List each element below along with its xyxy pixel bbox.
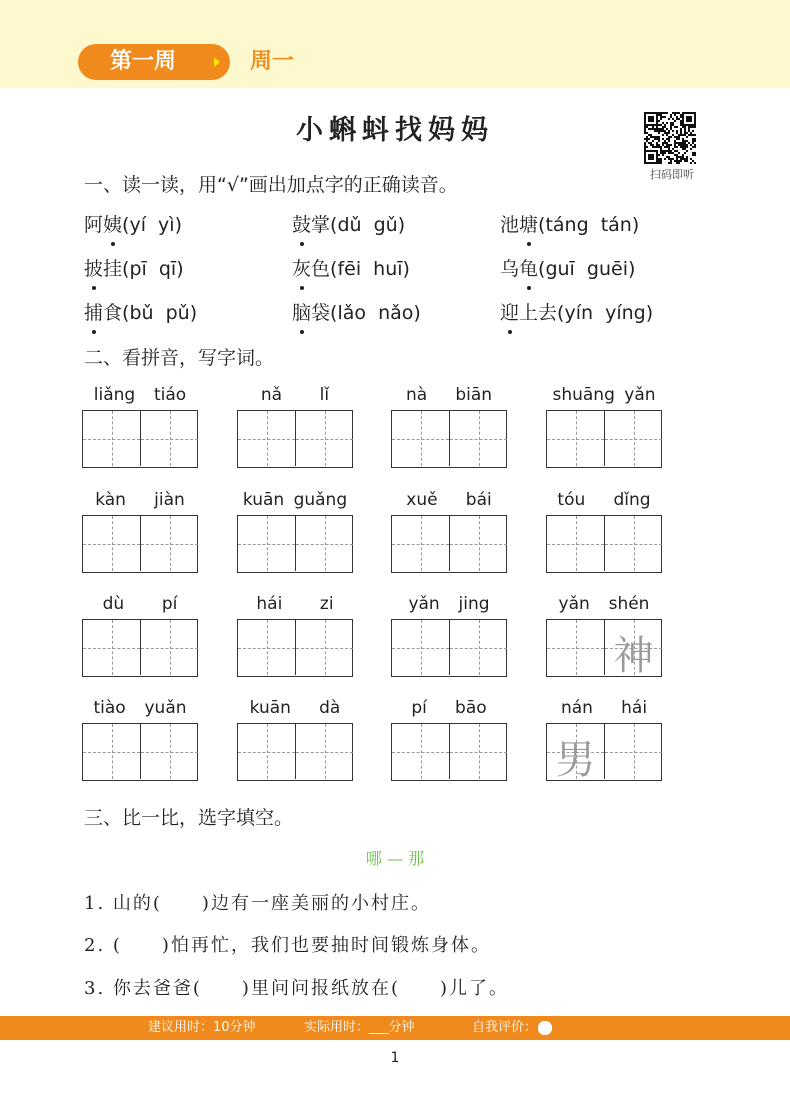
writing-cell[interactable] [238, 620, 295, 675]
word-pinyin: tóu dǐng [557, 490, 651, 510]
character: 食 [103, 302, 123, 324]
writing-box[interactable] [82, 723, 198, 781]
writing-cell[interactable] [604, 620, 662, 679]
guide-line [634, 516, 635, 571]
guide-line [479, 516, 480, 571]
character: 色 [311, 258, 331, 280]
guide-line [170, 724, 171, 779]
guide-line [421, 620, 422, 675]
writing-cell[interactable] [140, 411, 198, 466]
character: 姨 [103, 210, 122, 237]
writing-box[interactable] [82, 619, 198, 677]
guide-line [576, 411, 577, 466]
writing-cell[interactable] [295, 516, 353, 571]
character: 脑 [292, 298, 311, 325]
character: 挂 [103, 258, 123, 280]
pinyin-options[interactable]: (yí yì) [122, 214, 182, 236]
pinyin-options[interactable]: (yín yíng) [557, 302, 654, 324]
guide-line [112, 724, 113, 779]
sentence-2: 2. ( )怕再忙，我们也要抽时间锻炼身体。 [84, 935, 491, 956]
section2-heading: 二、看拼音，写字词。 [84, 347, 275, 369]
reading-item [84, 298, 197, 325]
writing-cell[interactable] [449, 516, 507, 571]
character: 灰 [292, 254, 311, 281]
guide-line [576, 620, 577, 675]
writing-box[interactable] [82, 410, 198, 468]
writing-cell[interactable] [547, 516, 604, 571]
writing-cell[interactable] [392, 516, 449, 571]
section1-heading: 一、读一读，用“√”画出加点字的正确读音。 [84, 174, 458, 196]
character: 捕 [84, 298, 103, 325]
writing-box[interactable] [546, 619, 662, 677]
character: 上 [519, 302, 539, 324]
guide-line [267, 516, 268, 571]
guide-line [421, 724, 422, 779]
week-badge [78, 44, 230, 80]
guide-line [325, 620, 326, 675]
guide-line [479, 620, 480, 675]
word-pinyin: pí bāo [411, 698, 487, 718]
guide-line [112, 620, 113, 675]
sentence-3: 3. 你去爸爸( )里问问报纸放在( )儿了。 [84, 978, 509, 999]
word-pinyin: xuě bái [406, 490, 492, 510]
word-pinyin: liǎng tiáo [93, 385, 187, 405]
writing-cell[interactable] [140, 620, 198, 675]
writing-cell[interactable] [392, 724, 449, 779]
writing-cell[interactable] [604, 516, 662, 571]
word-pinyin: hái zi [256, 594, 334, 614]
pinyin-options[interactable]: (lǎo nǎo) [330, 302, 421, 324]
pinyin-options[interactable]: (guī guēi) [538, 258, 636, 280]
word-pinyin: nǎ lǐ [260, 385, 330, 405]
footer-bar [0, 1016, 790, 1040]
reading-item [84, 210, 182, 237]
pinyin-options[interactable]: (bǔ pǔ) [122, 302, 198, 324]
writing-cell[interactable] [449, 620, 507, 675]
section3-heading: 三、比一比，选字填空。 [84, 807, 294, 829]
word-pinyin: shuāng yǎn [552, 385, 656, 405]
word-pinyin: kuān dà [249, 698, 341, 718]
writing-box[interactable] [237, 619, 353, 677]
word-pinyin: dù pí [102, 594, 178, 614]
pinyin-options[interactable]: (dǔ gǔ) [330, 214, 406, 236]
guide-line [634, 411, 635, 466]
reading-item [500, 254, 635, 281]
writing-cell[interactable] [83, 516, 140, 571]
guide-line [325, 411, 326, 466]
character: 鼓 [292, 210, 311, 237]
writing-cell[interactable] [238, 516, 295, 571]
word-pinyin: yǎn jing [408, 594, 490, 614]
guide-line [421, 411, 422, 466]
reading-item [292, 298, 421, 325]
character: 池 [500, 214, 520, 236]
writing-box[interactable] [237, 410, 353, 468]
writing-cell[interactable] [547, 620, 604, 675]
word-pinyin: nán hái [560, 698, 648, 718]
hint-character: 神 [613, 633, 654, 679]
actual-time: 实际用时：___分钟 [304, 1020, 415, 1035]
guide-line [634, 724, 635, 779]
writing-box[interactable] [237, 515, 353, 573]
week-label: 第一周 [110, 49, 177, 74]
pinyin-options[interactable]: (pī qī) [122, 258, 184, 280]
guide-line [170, 516, 171, 571]
reading-item [500, 210, 639, 237]
arrow-right-icon [214, 57, 220, 67]
writing-cell[interactable] [449, 411, 507, 466]
character: 去 [538, 302, 558, 324]
page-title: 小蝌蚪找妈妈 [296, 115, 494, 146]
guide-line [267, 411, 268, 466]
reading-item [292, 210, 405, 237]
writing-box[interactable] [391, 515, 507, 573]
writing-cell[interactable] [140, 724, 198, 779]
writing-cell[interactable] [604, 724, 662, 779]
writing-cell[interactable] [140, 516, 198, 571]
character: 乌 [500, 258, 520, 280]
qr-label: 扫码即听 [650, 168, 694, 181]
guide-line [112, 516, 113, 571]
character: 塘 [519, 210, 538, 237]
day-label: 周一 [250, 49, 295, 74]
pinyin-options[interactable]: (táng tán) [538, 214, 640, 236]
guide-line [479, 411, 480, 466]
guide-line [267, 620, 268, 675]
writing-cell[interactable] [295, 411, 353, 466]
guide-line [170, 411, 171, 466]
character: 披 [84, 254, 103, 281]
writing-cell[interactable] [238, 411, 295, 466]
writing-box[interactable] [546, 723, 662, 781]
hint-character: 男 [555, 737, 596, 783]
writing-cell[interactable] [547, 411, 604, 466]
guide-line [170, 620, 171, 675]
guide-line [325, 516, 326, 571]
writing-cell[interactable] [295, 724, 353, 779]
word-pinyin: nà biān [405, 385, 493, 405]
writing-box[interactable] [546, 410, 662, 468]
character: 龟 [519, 254, 538, 281]
character: 阿 [84, 214, 104, 236]
page-number: 1 [390, 1050, 400, 1066]
guide-line [421, 516, 422, 571]
writing-cell[interactable] [83, 620, 140, 675]
reading-item [84, 254, 184, 281]
word-pinyin: tiào yuǎn [93, 698, 187, 718]
self-eval-label: 自我评价： [472, 1020, 538, 1035]
guide-line [325, 724, 326, 779]
guide-line [267, 724, 268, 779]
writing-cell[interactable] [83, 724, 140, 779]
writing-cell[interactable] [295, 620, 353, 675]
word-pinyin: kuān guǎng [242, 490, 348, 510]
reading-item [500, 298, 653, 325]
guide-line [576, 516, 577, 571]
pinyin-options[interactable]: (fēi huī) [330, 258, 410, 280]
char-pair: 哪 — 那 [365, 849, 425, 868]
sentence-1: 1. 山的( )边有一座美丽的小村庄。 [84, 893, 431, 914]
writing-cell[interactable] [392, 411, 449, 466]
word-pinyin: yǎn shén [558, 594, 650, 614]
writing-cell[interactable] [238, 724, 295, 779]
guide-line [112, 411, 113, 466]
guide-line [479, 724, 480, 779]
character: 迎 [500, 298, 519, 325]
suggested-time: 建议用时：10分钟 [148, 1020, 256, 1035]
writing-cell[interactable] [449, 724, 507, 779]
writing-box[interactable] [82, 515, 198, 573]
writing-box[interactable] [391, 723, 507, 781]
writing-cell[interactable] [392, 620, 449, 675]
qr-code-icon[interactable] [644, 112, 696, 164]
flower-icon[interactable] [538, 1021, 552, 1035]
writing-box[interactable] [391, 619, 507, 677]
character: 袋 [311, 302, 331, 324]
writing-box[interactable] [237, 723, 353, 781]
writing-box[interactable] [391, 410, 507, 468]
writing-cell[interactable] [547, 724, 604, 783]
writing-cell[interactable] [83, 411, 140, 466]
writing-cell[interactable] [604, 411, 662, 466]
writing-box[interactable] [546, 515, 662, 573]
reading-item [292, 254, 410, 281]
word-pinyin: kàn jiàn [95, 490, 185, 510]
character: 掌 [311, 214, 331, 236]
